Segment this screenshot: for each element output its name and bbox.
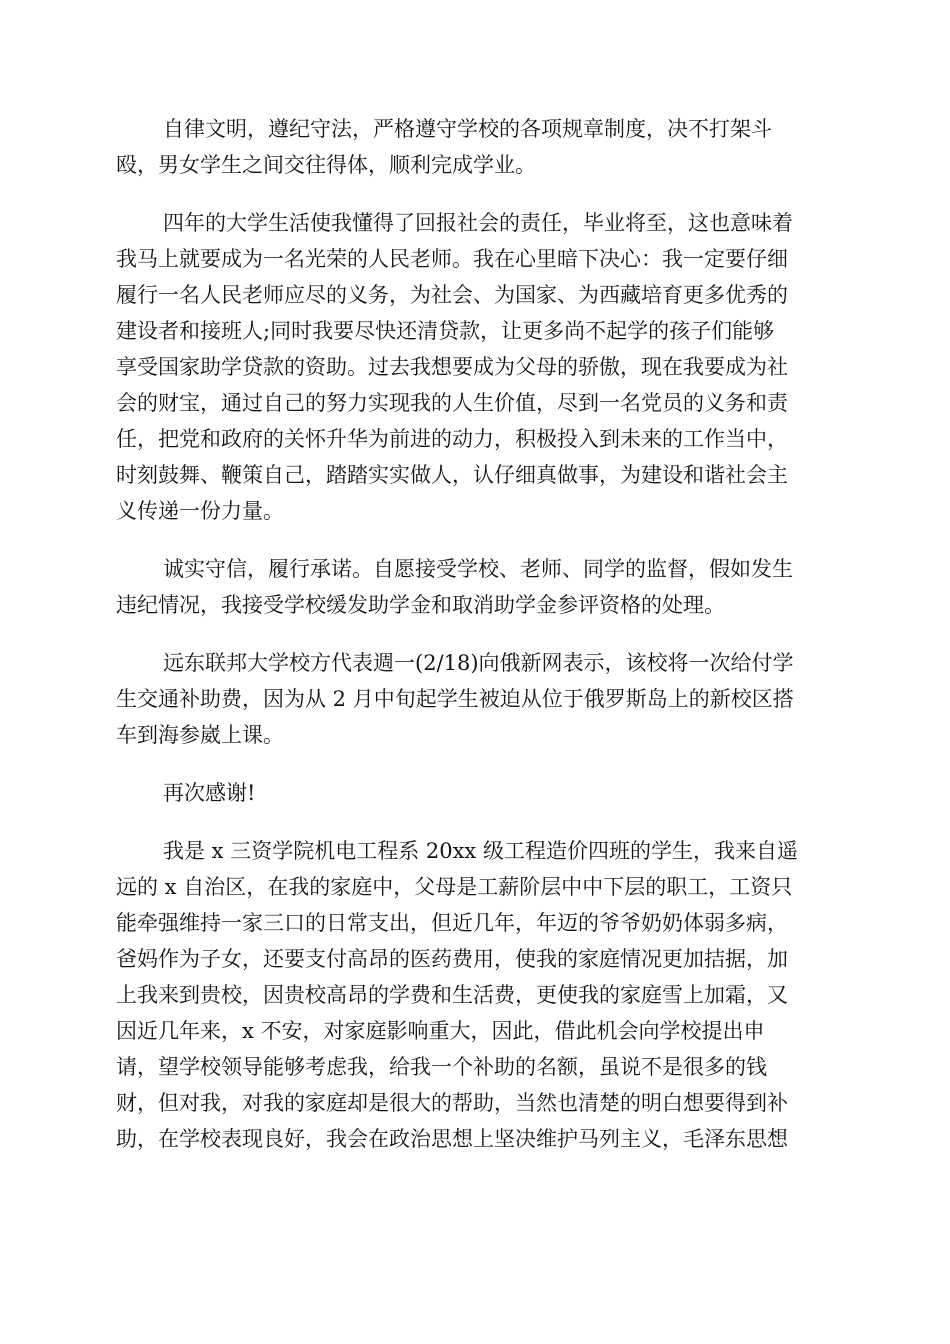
text-line: 会的财宝，通过自己的努力实现我的人生价值，尽到一名党员的义务和责	[116, 391, 788, 415]
text-line: 履行一名人民老师应尽的义务，为社会、为国家、为西藏培育更多优秀的	[116, 283, 788, 307]
text-line: 违纪情况，我接受学校缓发助学金和取消助学金参评资格的处理。	[116, 593, 725, 617]
text-line: 爸妈作为子女，还要支付高昂的医药费用，使我的家庭情况更加拮据，加	[116, 947, 788, 971]
text-line: 殴，男女学生之间交往得体，顺利完成学业。	[116, 153, 536, 177]
text-line: 建设者和接班人;同时我要尽快还清贷款，让更多尚不起学的孩子们能够	[116, 319, 775, 343]
text-line: 再次感谢!	[163, 781, 256, 805]
paragraph	[116, 551, 834, 623]
text-line: 生交通补助费，因为从 2 月中旬起学生被迫从位于俄罗斯岛上的新校区搭	[116, 687, 794, 711]
paragraph	[116, 645, 834, 753]
text-line: 四年的大学生活使我懂得了回报社会的责任，毕业将至，这也意味着	[163, 211, 793, 235]
paragraph	[116, 833, 834, 1157]
text-line: 请，望学校领导能够考虑我，给我一个补助的名额，虽说不是很多的钱	[116, 1055, 767, 1079]
text-line: 诚实守信，履行承诺。自愿接受学校、老师、同学的监督，假如发生	[163, 557, 793, 581]
text-line: 我马上就要成为一名光荣的人民老师。我在心里暗下决心：我一定要仔细	[116, 247, 788, 271]
paragraph	[116, 205, 834, 529]
text-line: 自律文明，遵纪守法，严格遵守学校的各项规章制度，决不打架斗	[163, 117, 772, 141]
text-line: 助，在学校表现良好，我会在政治思想上坚决维护马列主义，毛泽东思想	[116, 1127, 788, 1151]
text-line: 义传递一份力量。	[116, 499, 284, 523]
document-body	[116, 111, 834, 1157]
paragraph	[116, 111, 834, 183]
text-line: 远的 x 自治区，在我的家庭中，父母是工薪阶层中中下层的职工，工资只	[116, 875, 793, 899]
text-line: 上我来到贵校，因贵校高昂的学费和生活费，更使我的家庭雪上加霜，又	[116, 983, 788, 1007]
text-line: 我是 x 三资学院机电工程系 20xx 级工程造价四班的学生，我来自遥	[163, 839, 798, 863]
text-line: 时刻鼓舞、鞭策自己，踏踏实实做人，认仔细真做事，为建设和谐社会主	[116, 463, 788, 487]
text-line: 车到海参崴上课。	[116, 723, 284, 747]
text-line: 因近几年来，x 不安，对家庭影响重大，因此，借此机会向学校提出申	[116, 1019, 765, 1043]
text-line: 远东联邦大学校方代表週一(2/18)向俄新网表示，该校将一次给付学	[163, 651, 794, 675]
text-line: 能牵强维持一家三口的日常支出，但近几年，年迈的爷爷奶奶体弱多病，	[116, 911, 788, 935]
text-line: 享受国家助学贷款的资助。过去我想要成为父母的骄傲，现在我要成为社	[116, 355, 788, 379]
paragraph	[116, 775, 834, 811]
text-line: 财，但对我，对我的家庭却是很大的帮助，当然也清楚的明白想要得到补	[116, 1091, 788, 1115]
text-line: 任，把党和政府的关怀升华为前进的动力，积极投入到未来的工作当中，	[116, 427, 788, 451]
